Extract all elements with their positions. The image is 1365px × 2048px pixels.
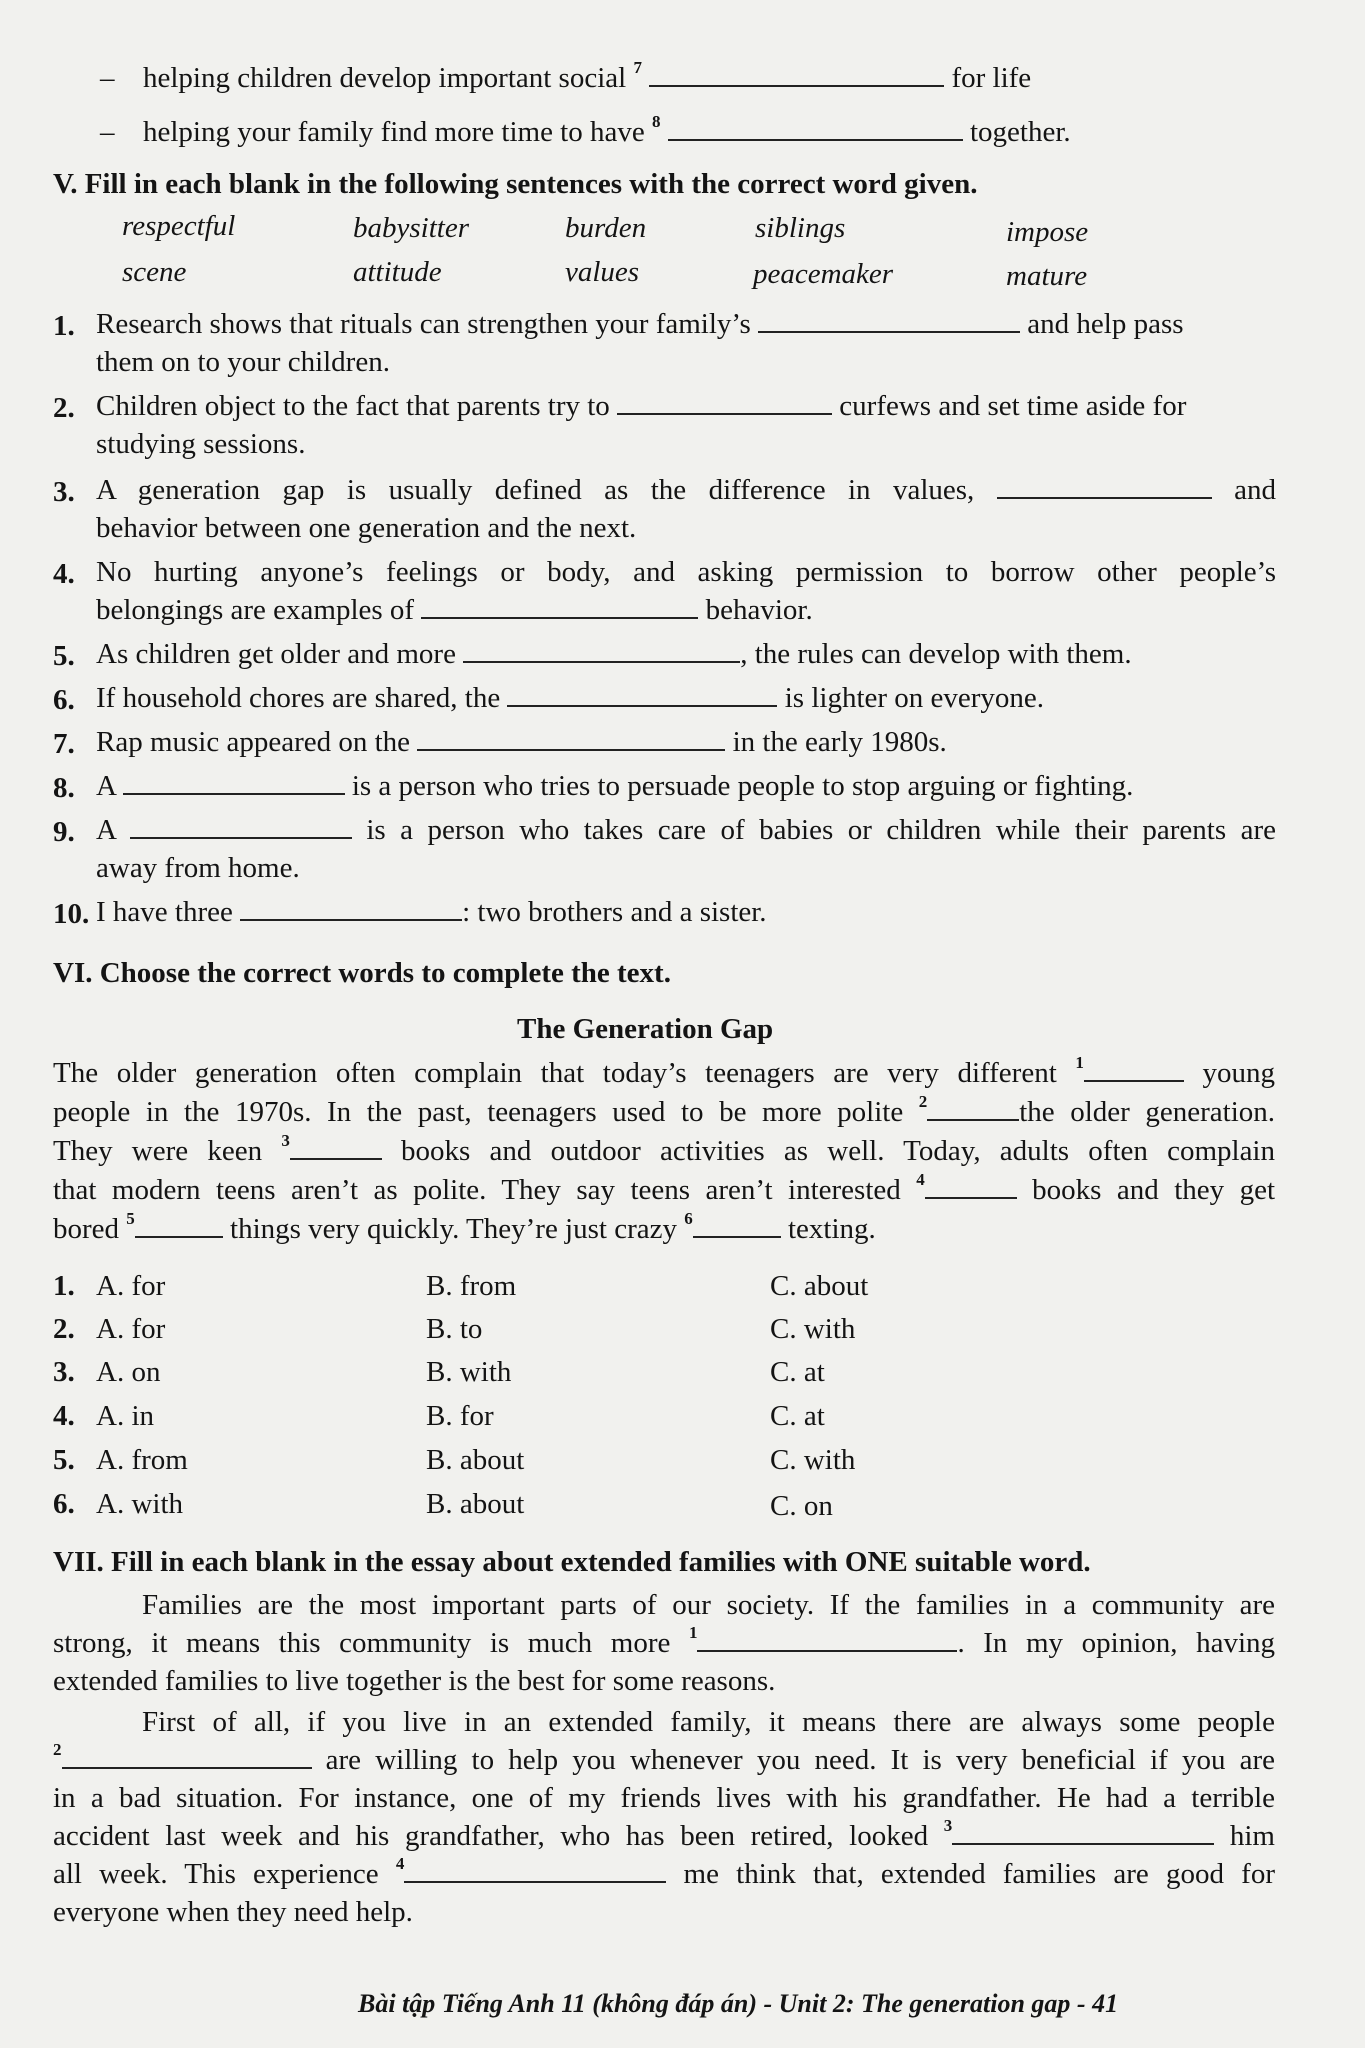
blank-number: 4 xyxy=(395,1854,405,1873)
bullet-after: together. xyxy=(970,116,1071,148)
option-a[interactable]: A. on xyxy=(96,1356,161,1388)
item-text: Research shows that rituals can strengthen your family’s xyxy=(96,308,751,340)
option-c[interactable]: C. with xyxy=(770,1444,856,1476)
passage-title: The Generation Gap xyxy=(517,1013,774,1045)
option-c[interactable]: C. at xyxy=(770,1356,825,1388)
item-text: behavior. xyxy=(705,594,813,626)
bullet-dash: – xyxy=(100,62,115,94)
essay-line xyxy=(53,1816,1275,1853)
essay-text: me think that, extended families are good for xyxy=(683,1858,1275,1890)
answer-blank[interactable] xyxy=(240,897,462,921)
exercise-item xyxy=(96,594,813,627)
essay-line xyxy=(53,1623,1276,1660)
exercise-item xyxy=(96,770,1133,803)
answer-blank[interactable] xyxy=(758,309,1020,333)
bullet-after: for life xyxy=(951,62,1032,94)
item-text: is lighter on everyone. xyxy=(784,682,1045,714)
essay-text: strong, it means this community is much more xyxy=(53,1627,671,1659)
blank-number: 6 xyxy=(684,1209,693,1228)
answer-blank[interactable] xyxy=(421,595,698,619)
answer-blank[interactable] xyxy=(697,1628,957,1652)
word-bank-item: burden xyxy=(565,212,647,244)
exercise-item xyxy=(96,896,767,929)
word-bank-item: babysitter xyxy=(353,212,469,244)
passage-line xyxy=(53,1053,1275,1090)
answer-blank-8[interactable] xyxy=(668,117,963,141)
option-c[interactable]: C. on xyxy=(770,1490,833,1522)
passage-line xyxy=(53,1131,1275,1168)
passage-text: the older generation. xyxy=(1019,1096,1276,1128)
item-text: and help pass xyxy=(1027,308,1184,340)
passage-text: books and they get xyxy=(1032,1174,1276,1206)
item-text: Rap music appeared on the xyxy=(96,726,411,758)
answer-blank[interactable] xyxy=(1084,1058,1184,1082)
answer-blank[interactable] xyxy=(123,771,345,795)
passage-text: things very quickly. They’re just crazy xyxy=(230,1213,677,1245)
option-c[interactable]: C. with xyxy=(770,1313,856,1345)
passage-line xyxy=(53,1209,876,1246)
item-number: 5. xyxy=(53,640,75,672)
blank-number: 2 xyxy=(918,1092,928,1111)
essay-line: extended families to live together is the best for some reasons. xyxy=(53,1665,776,1697)
option-b[interactable]: B. about xyxy=(426,1488,525,1520)
essay-text: accident last week and his grandfather, who has been retired, looked xyxy=(53,1820,929,1852)
answer-blank[interactable] xyxy=(997,475,1212,499)
item-number: 4. xyxy=(53,558,75,590)
option-a[interactable]: A. for xyxy=(96,1270,166,1302)
option-b[interactable]: B. from xyxy=(426,1270,517,1302)
passage-line xyxy=(53,1170,1276,1207)
word-bank-item: scene xyxy=(122,256,187,288)
essay-line xyxy=(53,1740,1276,1777)
essay-line: Families are the most important parts of our society. If the families in a community are xyxy=(142,1589,1275,1621)
bullet-dash: – xyxy=(100,116,115,148)
option-b[interactable]: B. to xyxy=(426,1313,483,1345)
item-text: belongings are examples of xyxy=(96,594,415,626)
word-bank-item: mature xyxy=(1006,260,1088,292)
item-text: As children get older and more xyxy=(96,638,456,670)
essay-line: in a bad situation. For instance, one of my friends lives with his grandfather. He had a terrible xyxy=(53,1782,1275,1814)
blank-number: 5 xyxy=(126,1209,135,1228)
word-bank-item: values xyxy=(565,256,640,288)
option-b[interactable]: B. about xyxy=(426,1444,525,1476)
item-text: in the early 1980s. xyxy=(732,726,947,758)
bullet-text: helping children develop important social xyxy=(143,62,627,94)
essay-text: him xyxy=(1229,1820,1275,1852)
answer-blank[interactable] xyxy=(952,1821,1214,1845)
item-text: : two brothers and a sister. xyxy=(462,896,767,928)
blank-number: 4 xyxy=(916,1170,925,1189)
item-text: A xyxy=(96,770,116,802)
passage-text: that modern teens aren’t as polite. They say teens aren’t interested xyxy=(53,1174,901,1206)
blank-number: 8 xyxy=(652,112,661,131)
item-text: , the rules can develop with them. xyxy=(740,638,1132,670)
answer-blank[interactable] xyxy=(130,815,352,839)
passage-text: They were keen xyxy=(53,1135,263,1167)
item-number: 10. xyxy=(53,898,90,930)
word-bank-item: respectful xyxy=(122,210,236,242)
bullet-line-8 xyxy=(143,112,1071,149)
essay-text: are willing to help you whenever you need. It is very beneficial if you are xyxy=(325,1744,1276,1776)
item-number: 2. xyxy=(53,392,75,424)
passage-line xyxy=(53,1092,1276,1129)
passage-text: bored xyxy=(53,1213,120,1245)
passage-text: The older generation often complain that today’s teenagers are very different xyxy=(53,1057,1057,1089)
exercise-item xyxy=(96,814,1276,847)
option-number: 5. xyxy=(53,1444,75,1476)
essay-line: First of all, if you live in an extended family, it means there are always some people xyxy=(142,1706,1275,1738)
blank-number: 7 xyxy=(633,58,642,77)
option-c[interactable]: C. at xyxy=(770,1400,825,1432)
item-number: 7. xyxy=(53,728,75,760)
bullet-text: helping your family find more time to have xyxy=(143,116,645,148)
word-bank-item: attitude xyxy=(353,256,442,288)
option-number: 4. xyxy=(53,1400,75,1432)
blank-number: 1 xyxy=(1075,1053,1084,1072)
answer-blank[interactable] xyxy=(417,727,725,751)
answer-blank[interactable] xyxy=(463,639,740,663)
passage-text: people in the 1970s. In the past, teenagers used to be more polite xyxy=(53,1096,904,1128)
item-text: studying sessions. xyxy=(96,428,306,460)
exercise-item xyxy=(96,474,1276,507)
word-bank-item: siblings xyxy=(755,212,846,244)
option-a[interactable]: A. in xyxy=(96,1400,154,1432)
answer-blank[interactable] xyxy=(925,1175,1017,1199)
item-text: curfews and set time aside for xyxy=(839,390,1187,422)
essay-text: . In my opinion, having xyxy=(957,1627,1276,1659)
exercise-item xyxy=(96,726,947,759)
item-text: behavior between one generation and the next. xyxy=(96,512,637,544)
blank-number: 2 xyxy=(53,1740,62,1759)
word-bank-item: peacemaker xyxy=(753,258,894,290)
option-a[interactable]: A. from xyxy=(96,1444,188,1476)
section-6-heading: VI. Choose the correct words to complete the text. xyxy=(53,957,671,989)
exercise-item xyxy=(96,682,1044,715)
passage-text: texting. xyxy=(787,1213,876,1245)
answer-blank[interactable] xyxy=(404,1859,666,1883)
exercise-item xyxy=(96,638,1132,671)
option-number: 1. xyxy=(53,1270,75,1302)
answer-blank[interactable] xyxy=(617,391,832,415)
answer-blank[interactable] xyxy=(927,1097,1019,1121)
item-text: is a person who tries to persuade people to stop arguing or fighting. xyxy=(351,770,1134,802)
item-number: 6. xyxy=(53,684,75,716)
answer-blank[interactable] xyxy=(290,1136,382,1160)
option-a[interactable]: A. for xyxy=(96,1313,166,1345)
item-text: and xyxy=(1234,474,1277,506)
option-number: 6. xyxy=(53,1488,75,1520)
essay-line xyxy=(53,1854,1275,1891)
essay-text: all week. This experience xyxy=(53,1858,379,1890)
exercise-item xyxy=(96,308,1184,341)
blank-number: 1 xyxy=(688,1623,698,1642)
word-bank-item: impose xyxy=(1006,216,1089,248)
item-text: A xyxy=(96,814,116,846)
answer-blank[interactable] xyxy=(62,1745,312,1769)
option-c[interactable]: C. about xyxy=(770,1270,869,1302)
item-text: No hurting anyone’s feelings or body, and asking permission to borrow other people’s xyxy=(96,556,1276,588)
answer-blank[interactable] xyxy=(507,683,777,707)
item-number: 1. xyxy=(53,310,75,342)
passage-text: books and outdoor activities as well. Today, adults often complain xyxy=(401,1135,1275,1167)
page-footer: Bài tập Tiếng Anh 11 (không đáp án) - Unit 2: The generation gap - 41 xyxy=(358,1989,1119,2018)
option-b[interactable]: B. with xyxy=(426,1356,512,1388)
item-number: 3. xyxy=(53,476,75,508)
option-b[interactable]: B. for xyxy=(426,1400,494,1432)
blank-number: 3 xyxy=(281,1131,290,1150)
item-number: 9. xyxy=(53,816,75,848)
item-text: I have three xyxy=(96,896,233,928)
item-text: away from home. xyxy=(96,852,300,884)
answer-blank[interactable] xyxy=(693,1214,781,1238)
option-number: 2. xyxy=(53,1313,75,1345)
passage-text: young xyxy=(1202,1057,1275,1089)
item-text: If household chores are shared, the xyxy=(96,682,501,714)
item-text: A generation gap is usually defined as the difference in values, xyxy=(96,474,975,506)
item-text: them on to your children. xyxy=(96,346,390,378)
section-7-heading: VII. Fill in each blank in the essay about extended families with ONE suitable word. xyxy=(53,1546,1091,1578)
item-text: Children object to the fact that parents try to xyxy=(96,390,610,422)
blank-number: 3 xyxy=(943,1816,953,1835)
answer-blank[interactable] xyxy=(135,1214,223,1238)
essay-line: everyone when they need help. xyxy=(53,1896,413,1928)
item-number: 8. xyxy=(53,772,75,804)
option-a[interactable]: A. with xyxy=(96,1488,183,1520)
answer-blank-7[interactable] xyxy=(649,63,944,87)
item-text: is a person who takes care of babies or children while their parents are xyxy=(366,814,1277,846)
section-5-heading: V. Fill in each blank in the following sentences with the correct word given. xyxy=(53,168,978,200)
exercise-item xyxy=(96,390,1186,423)
bullet-line-7 xyxy=(143,58,1032,95)
option-number: 3. xyxy=(53,1356,75,1388)
